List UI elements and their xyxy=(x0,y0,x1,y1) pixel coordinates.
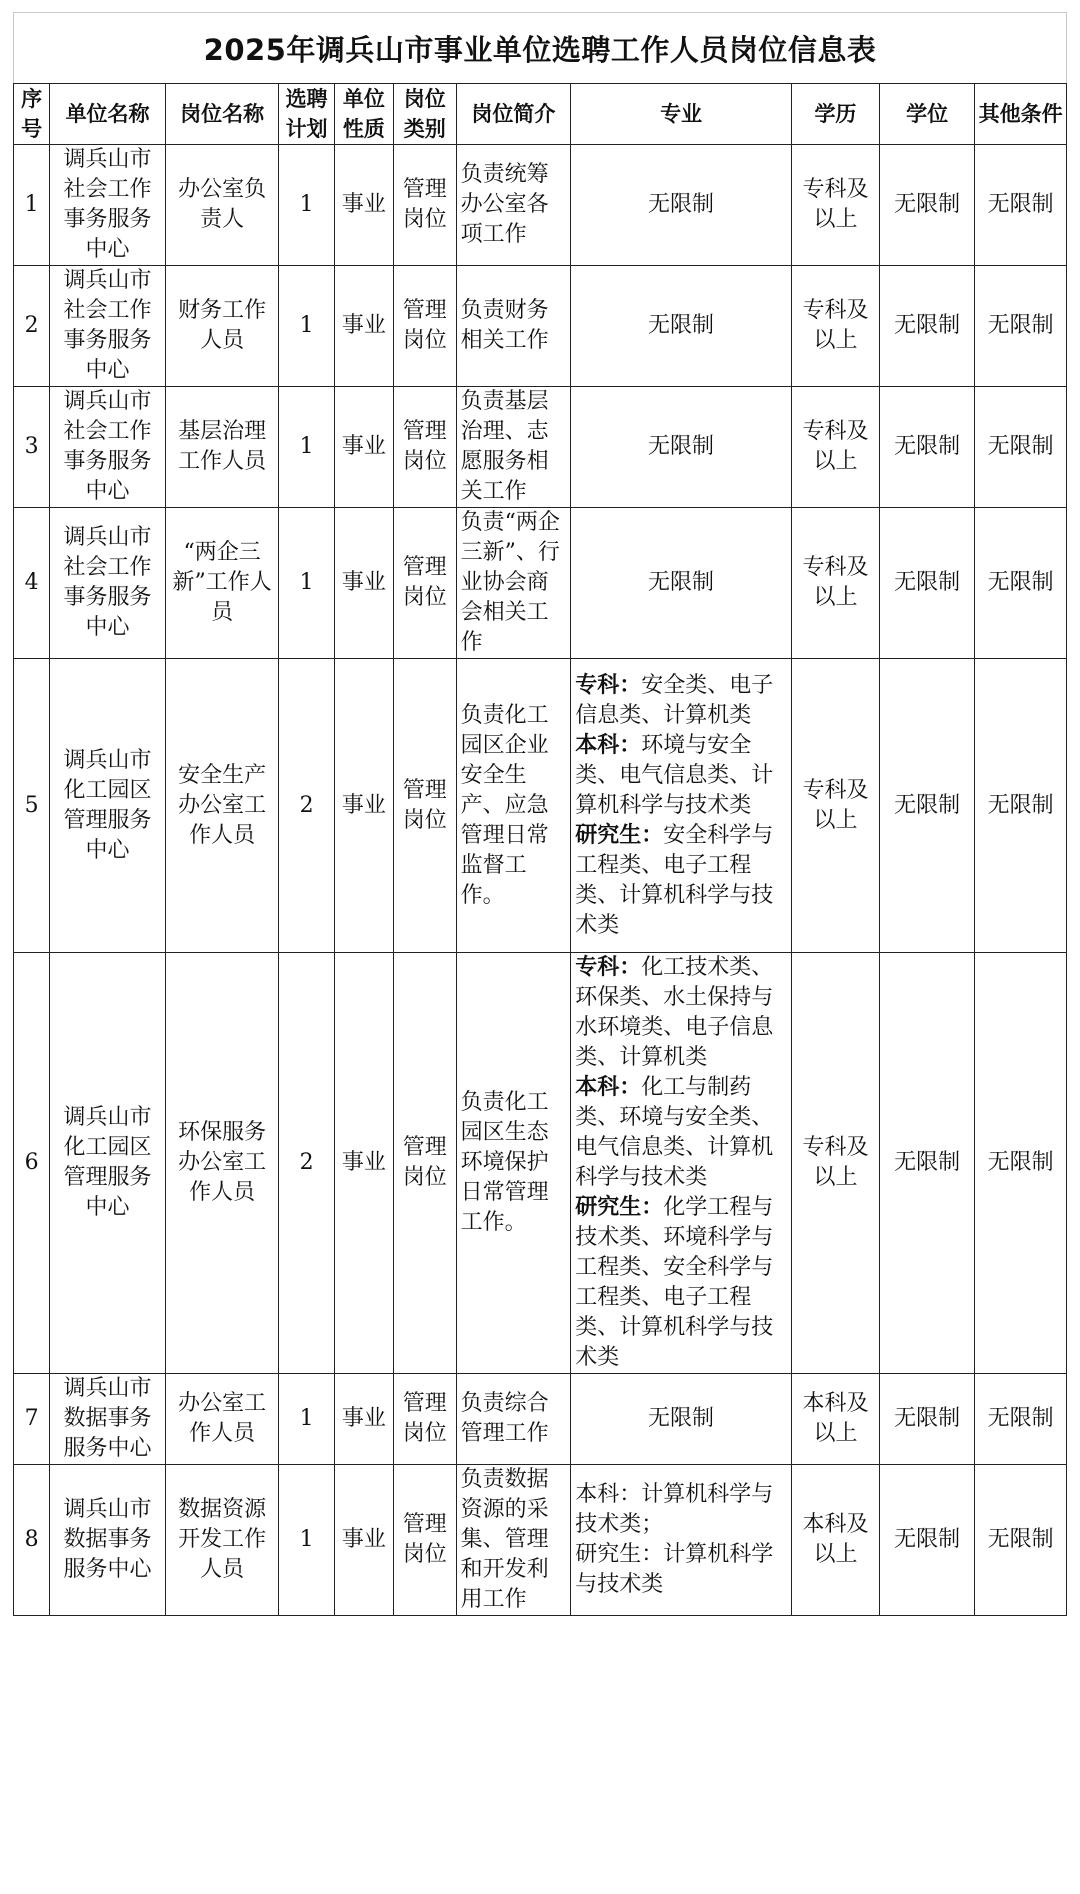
cell-plan: 2 xyxy=(279,659,334,953)
cell-degree: 无限制 xyxy=(879,1374,974,1465)
cell-other-conditions: 无限制 xyxy=(975,953,1067,1374)
header-major: 专业 xyxy=(571,84,792,145)
cell-other-conditions: 无限制 xyxy=(975,659,1067,953)
cell-degree: 无限制 xyxy=(879,508,974,659)
major-level-label: 本科： xyxy=(575,732,642,758)
cell-education: 本科及以上 xyxy=(791,1374,879,1465)
cell-post-intro: 负责“两企三新”、行业协会商会相关工作 xyxy=(456,508,571,659)
header-unit-nature: 单位性质 xyxy=(334,84,393,145)
cell-post-name: “两企三新”工作人员 xyxy=(165,508,278,659)
table-row xyxy=(14,387,1067,508)
header-unit-name: 单位名称 xyxy=(50,84,166,145)
cell-plan: 2 xyxy=(279,953,334,1374)
cell-education: 专科及以上 xyxy=(791,659,879,953)
major-level-text: 化学工程与技术类、环境科学与工程类、安全科学与工程类、电子工程类、计算机科学与技术类 xyxy=(575,1195,774,1370)
cell-unit-name: 调兵山市化工园区管理服务中心 xyxy=(50,659,166,953)
table-row xyxy=(14,659,1067,953)
major-level-label: 专科： xyxy=(575,955,642,980)
cell-degree: 无限制 xyxy=(879,953,974,1374)
cell-education: 专科及以上 xyxy=(791,508,879,659)
cell-post-category: 管理岗位 xyxy=(393,953,456,1374)
cell-seq: 7 xyxy=(14,1374,50,1465)
table-row xyxy=(14,1465,1067,1616)
cell-degree: 无限制 xyxy=(879,145,974,266)
cell-unit-name: 调兵山市社会工作事务服务中心 xyxy=(50,387,166,508)
cell-major xyxy=(571,659,792,953)
cell-seq: 8 xyxy=(14,1465,50,1616)
cell-unit-name: 调兵山市社会工作事务服务中心 xyxy=(50,508,166,659)
cell-major: 无限制 xyxy=(571,266,792,387)
major-level-label: 研究生： xyxy=(575,1542,664,1567)
cell-seq: 2 xyxy=(14,266,50,387)
cell-unit-nature: 事业 xyxy=(334,953,393,1374)
cell-unit-name: 调兵山市化工园区管理服务中心 xyxy=(50,953,166,1374)
table-row xyxy=(14,266,1067,387)
cell-plan: 1 xyxy=(279,387,334,508)
cell-post-name: 环保服务办公室工作人员 xyxy=(165,953,278,1374)
header-plan: 选聘计划 xyxy=(279,84,334,145)
table-body xyxy=(14,145,1067,1616)
major-level-text: 安全科学与工程类、电子工程类、计算机科学与技术类 xyxy=(575,822,774,938)
header-row xyxy=(14,84,1067,145)
major-requirement xyxy=(575,1193,787,1373)
cell-plan: 1 xyxy=(279,1465,334,1616)
cell-post-intro: 负责基层治理、志愿服务相关工作 xyxy=(456,387,571,508)
table-row xyxy=(14,145,1067,266)
major-requirement xyxy=(575,1540,787,1600)
cell-unit-name: 调兵山市社会工作事务服务中心 xyxy=(50,145,166,266)
cell-other-conditions: 无限制 xyxy=(975,1374,1067,1465)
cell-post-name: 办公室负责人 xyxy=(165,145,278,266)
cell-post-intro: 负责综合管理工作 xyxy=(456,1374,571,1465)
cell-major: 无限制 xyxy=(571,1374,792,1465)
cell-post-intro: 负责统筹办公室各项工作 xyxy=(456,145,571,266)
cell-degree: 无限制 xyxy=(879,387,974,508)
cell-plan: 1 xyxy=(279,1374,334,1465)
cell-other-conditions: 无限制 xyxy=(975,508,1067,659)
cell-post-intro: 负责化工园区生态环境保护日常管理工作。 xyxy=(456,953,571,1374)
cell-education: 专科及以上 xyxy=(791,387,879,508)
cell-post-intro: 负责财务相关工作 xyxy=(456,266,571,387)
cell-post-category: 管理岗位 xyxy=(393,387,456,508)
position-info-sheet xyxy=(13,12,1067,1616)
major-level-label: 本科： xyxy=(575,1482,642,1507)
cell-post-name: 财务工作人员 xyxy=(165,266,278,387)
major-level-label: 研究生： xyxy=(575,1195,664,1220)
major-requirement xyxy=(575,953,787,1073)
cell-unit-nature: 事业 xyxy=(334,266,393,387)
header-education: 学历 xyxy=(791,84,879,145)
cell-other-conditions: 无限制 xyxy=(975,387,1067,508)
cell-education: 专科及以上 xyxy=(791,953,879,1374)
cell-post-name: 基层治理工作人员 xyxy=(165,387,278,508)
cell-unit-nature: 事业 xyxy=(334,1374,393,1465)
cell-seq: 1 xyxy=(14,145,50,266)
cell-post-name: 安全生产办公室工作人员 xyxy=(165,659,278,953)
cell-education: 本科及以上 xyxy=(791,1465,879,1616)
major-level-text: 计算机科学与技术类 xyxy=(575,1542,774,1597)
major-level-label: 专科： xyxy=(575,672,642,698)
cell-unit-name: 调兵山市数据事务服务中心 xyxy=(50,1374,166,1465)
cell-education: 专科及以上 xyxy=(791,145,879,266)
major-level-label: 本科： xyxy=(575,1075,642,1100)
cell-degree: 无限制 xyxy=(879,659,974,953)
cell-unit-nature: 事业 xyxy=(334,659,393,953)
major-level-text: 环境与安全类、电气信息类、计算机科学与技术类 xyxy=(575,732,774,818)
cell-degree: 无限制 xyxy=(879,1465,974,1616)
cell-plan: 1 xyxy=(279,508,334,659)
table-row xyxy=(14,1374,1067,1465)
table-row xyxy=(14,953,1067,1374)
cell-major: 无限制 xyxy=(571,508,792,659)
cell-unit-nature: 事业 xyxy=(334,145,393,266)
cell-seq: 4 xyxy=(14,508,50,659)
table-row xyxy=(14,508,1067,659)
cell-post-name: 数据资源开发工作人员 xyxy=(165,1465,278,1616)
major-level-text: 化工技术类、环保类、水土保持与水环境类、电子信息类、计算机类 xyxy=(575,955,774,1070)
header-other-conditions: 其他条件 xyxy=(975,84,1067,145)
cell-post-intro: 负责数据资源的采集、管理和开发利用工作 xyxy=(456,1465,571,1616)
header-post-name: 岗位名称 xyxy=(165,84,278,145)
cell-major xyxy=(571,1465,792,1616)
cell-major xyxy=(571,953,792,1374)
cell-post-intro: 负责化工园区企业安全生产、应急管理日常监督工作。 xyxy=(456,659,571,953)
cell-post-category: 管理岗位 xyxy=(393,1465,456,1616)
cell-other-conditions: 无限制 xyxy=(975,145,1067,266)
cell-education: 专科及以上 xyxy=(791,266,879,387)
cell-post-category: 管理岗位 xyxy=(393,266,456,387)
cell-post-name: 办公室工作人员 xyxy=(165,1374,278,1465)
cell-major: 无限制 xyxy=(571,387,792,508)
title-box xyxy=(13,12,1067,83)
major-requirement xyxy=(575,1480,787,1540)
header-post-category: 岗位类别 xyxy=(393,84,456,145)
major-level-text: 化工与制药类、环境与安全类、电气信息类、计算机科学与技术类 xyxy=(575,1075,774,1190)
cell-seq: 3 xyxy=(14,387,50,508)
cell-post-category: 管理岗位 xyxy=(393,508,456,659)
cell-unit-nature: 事业 xyxy=(334,387,393,508)
cell-seq: 6 xyxy=(14,953,50,1374)
cell-unit-name: 调兵山市数据事务服务中心 xyxy=(50,1465,166,1616)
cell-post-category: 管理岗位 xyxy=(393,145,456,266)
cell-unit-name: 调兵山市社会工作事务服务中心 xyxy=(50,266,166,387)
cell-post-category: 管理岗位 xyxy=(393,659,456,953)
header-degree: 学位 xyxy=(879,84,974,145)
cell-unit-nature: 事业 xyxy=(334,1465,393,1616)
cell-seq: 5 xyxy=(14,659,50,953)
cell-plan: 1 xyxy=(279,266,334,387)
major-requirement xyxy=(575,671,787,731)
major-requirement xyxy=(575,1073,787,1193)
header-seq: 序号 xyxy=(14,84,50,145)
cell-plan: 1 xyxy=(279,145,334,266)
position-table xyxy=(13,83,1067,1616)
major-level-label: 研究生： xyxy=(575,822,664,848)
page-title: 2025年调兵山市事业单位选聘工作人员岗位信息表 xyxy=(203,32,877,67)
major-level-text: 安全类、电子信息类、计算机类 xyxy=(575,672,774,728)
cell-post-category: 管理岗位 xyxy=(393,1374,456,1465)
major-level-text: 计算机科学与技术类； xyxy=(575,1482,774,1537)
cell-other-conditions: 无限制 xyxy=(975,1465,1067,1616)
major-requirement xyxy=(575,821,787,941)
cell-degree: 无限制 xyxy=(879,266,974,387)
cell-major: 无限制 xyxy=(571,145,792,266)
cell-other-conditions: 无限制 xyxy=(975,266,1067,387)
major-requirement xyxy=(575,731,787,821)
header-post-intro: 岗位简介 xyxy=(456,84,571,145)
cell-unit-nature: 事业 xyxy=(334,508,393,659)
